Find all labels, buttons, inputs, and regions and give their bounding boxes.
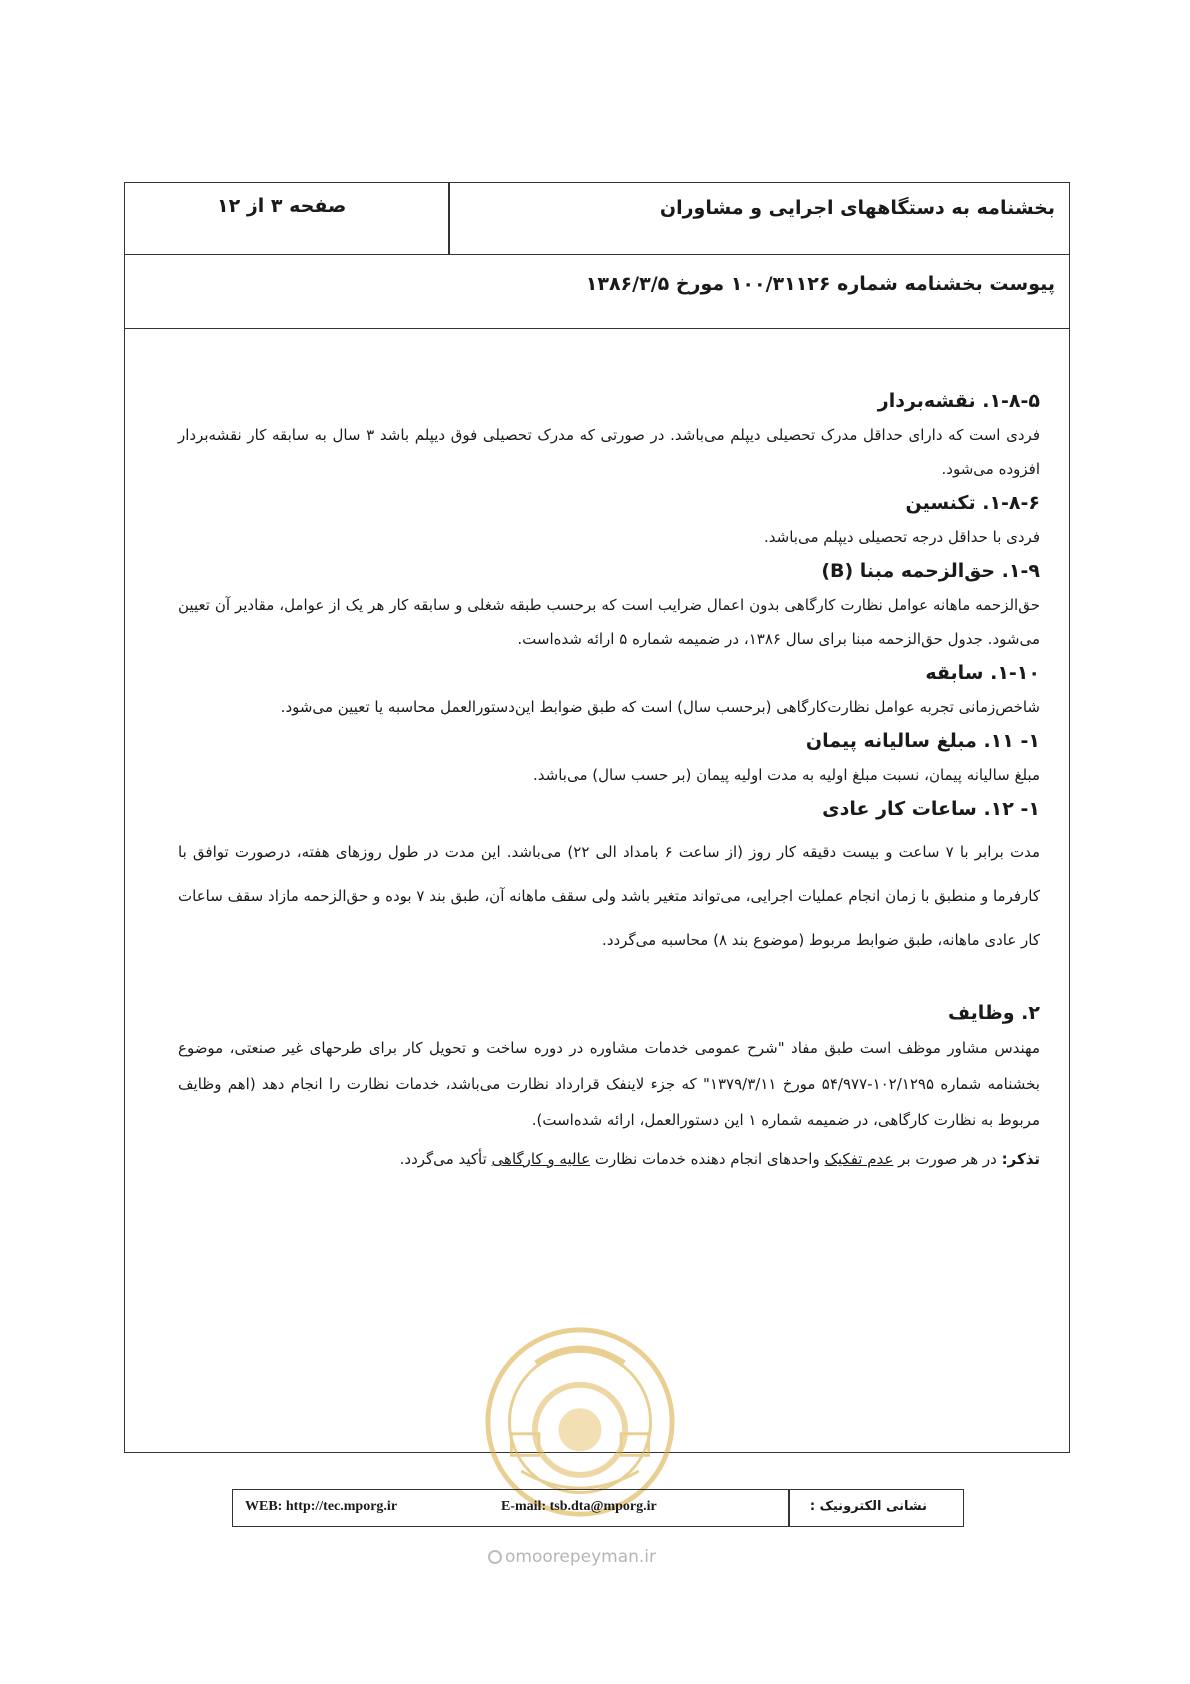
note-underlined-2: عالیه و کارگاهی: [491, 1150, 591, 1168]
document-title: بخشنامه به دستگاههای اجرایی و مشاوران: [659, 197, 1055, 219]
note-text-3: تأکید می‌گردد.: [399, 1150, 492, 1168]
section-heading-base-fee: ۱-۹. حق‌الزحمه مبنا (B): [821, 560, 1040, 582]
section-text-working-hours: مدت برابر با ۷ ساعت و بیست دقیقه کار روز (از ساعت ۶ بامداد الی ۲۲) می‌باشد. این مدت در طول روزهای هفته، درصورت توافق با کارفرما و منطبق با زمان انجام عملیات اجرایی، می‌تواند متغیر باشد ولی سقف ماهانه آن، طبق بند ۷ بوده و حق‌الزحمه مازاد سقف ساعات کار عادی ماهانه، طبق ضوابط مربوط (موضوع بند ۸) محاسبه می‌گردد.: [178, 843, 1040, 949]
header-divider: [448, 183, 450, 255]
section-heading-duties: ۲. وظایف: [947, 1002, 1040, 1024]
page-number: صفحه ۳ از ۱۲: [217, 195, 347, 217]
footer-contact-box: [232, 1489, 964, 1527]
watermark-logo-icon: [488, 1550, 502, 1564]
section-text-surveyor: فردی است که دارای حداقل مدرک تحصیلی دیپلم می‌باشد. در صورتی که مدرک تحصیلی فوق دیپلم باشد ۳ سال به سابقه کار نقشه‌بردار افزوده می‌شود.: [178, 426, 1040, 478]
note-label: تذکر:: [1001, 1150, 1040, 1168]
subheader-row: [125, 255, 1069, 329]
footer-email: E-mail: tsb.dta@mporg.ir: [501, 1499, 657, 1514]
section-text-base-fee: حق‌الزحمه ماهانه عوامل نظارت کارگاهی بدون اعمال ضرایب است که برحسب طبقه شغلی و سابقه کار هر یک از عوامل، مقادیر آن تعیین می‌شود. جدول حق‌الزحمه مبنا برای سال ۱۳۸۶، در ضمیمه شماره ۵ ارائه شده‌است.: [178, 596, 1040, 648]
footer-divider: [788, 1490, 790, 1526]
section-heading-surveyor: ۱-۸-۵. نقشه‌بردار: [877, 390, 1040, 412]
watermark-text: omoorepeyman.ir: [505, 1547, 657, 1567]
document-body: [178, 384, 1040, 1176]
note-underlined-1: عدم تفکیک: [824, 1150, 894, 1168]
section-heading-working-hours: ۱- ۱۲. ساعات کار عادی: [822, 798, 1040, 820]
header-row: [125, 183, 1069, 255]
section-text-annual-contract: مبلغ سالیانه پیمان، نسبت مبلغ اولیه به مدت اولیه پیمان (بر حسب سال) می‌باشد.: [532, 766, 1040, 784]
section-text-experience: شاخص‌زمانی تجربه عوامل نظارت‌کارگاهی (برحسب سال) است که طبق ضوابط این‌دستورالعمل محاسبه یا تعیین می‌شود.: [280, 698, 1040, 716]
watermark: [488, 1547, 656, 1567]
note-paragraph: [178, 1142, 1040, 1176]
section-heading-technician: ۱-۸-۶. تکنسین: [905, 492, 1040, 514]
footer-label: نشانی الکترونیک :: [809, 1499, 927, 1514]
section-heading-annual-contract: ۱- ۱۱. مبلغ سالیانه پیمان: [805, 730, 1040, 752]
note-text-1: در هر صورت بر: [893, 1150, 1002, 1168]
note-text-2: واحدهای انجام دهنده خدمات نظارت: [590, 1150, 825, 1168]
footer-web: WEB: http://tec.mporg.ir: [245, 1499, 398, 1514]
document-subtitle: پیوست بخشنامه شماره ۱۰۰/۳۱۱۲۶ مورخ ۱۳۸۶/۳/۵: [585, 273, 1055, 295]
section-text-technician: فردی با حداقل درجه تحصیلی دیپلم می‌باشد.: [764, 528, 1040, 546]
section-heading-experience: ۱-۱۰. سابقه: [925, 662, 1040, 684]
section-text-duties: مهندس مشاور موظف است طبق مفاد "شرح عمومی خدمات مشاوره در دوره ساخت و تحویل کار برای طرحهای غیر صنعتی، موضوع بخشنامه شماره ۱۰۲/۱۲۹۵-۵۴/۹۷۷ مورخ ۱۳۷۹/۳/۱۱" که جزء لاینفک قرارداد نظارت می‌باشد، خدمات نظارت را انجام دهد (اهم وظایف مربوط به نظارت کارگاهی، در ضمیمه شماره ۱ این دستورالعمل، ارائه شده‌است).: [178, 1039, 1040, 1129]
